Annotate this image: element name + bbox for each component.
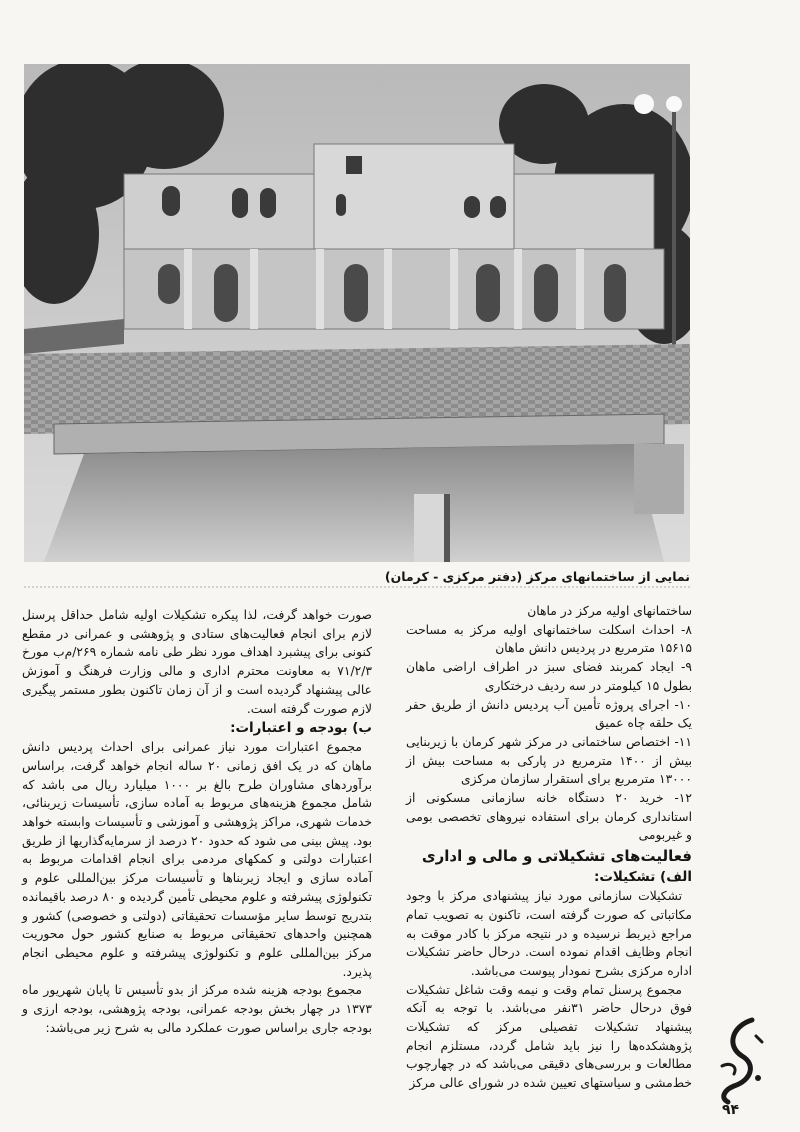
section-heading: فعالیت‌های تشکیلاتی و مالی و اداری [421, 847, 692, 866]
left-column [22, 606, 372, 1037]
building-photo [24, 64, 690, 562]
bleed-through-decoration [24, 586, 690, 598]
kerman-logo-icon [712, 1016, 768, 1106]
paragraph: مجموع اعتبارات مورد نیاز عمرانی برای احداث پردیس دانش ماهان که در یک افق زمانی ۲۰ ساله انجام خواهد گرفت، براساس برآوردهای مشاوران طرح بالغ بر ۱۰۰۰ میلیارد ریال می باشد که شامل مجموع هزینه‌های مربوط به آماده سازی، تأسیسات زیربنائی، خدمات شهری، مراکز پژوهشی و آموزشی و تأسیسات وابسته خواهد بود. پیش بینی می شود که حدود ۲۰ درصد از سرمایه‌گذاریها از طریق اعتبارات دولتی و کمکهای مردمی برای انجام اقدامات مربوط به آماده سازی و ایجاد زیربناها و تأسیسات مرکز بین‌المللی علوم و تکنولوژی پیشرفته و علوم محیطی تأمین گردیده و ۸۰ درصد باقیمانده بتدریج توسط سایر مؤسسات تحقیقاتی (دولتی و خصوصی) کشور و همچنین واحدهای تحقیقاتی مربوط به صنایع کشور حول محوریت مرکز بین‌المللی علوم و تکنولوژی پیشرفته و علوم محیطی انجام پذیرد. [22, 740, 373, 979]
paragraph: مجموع بودجه هزینه شده مرکز از بدو تأسیس تا پایان شهریور ماه ۱۳۷۳ در چهار بخش بودجه عمرانی، بودجه پژوهشی، بودجه ارزی و بودجه جاری براساس صورت عملکرد مالی به شرح زیر می‌باشد: [22, 983, 372, 1035]
photo-caption: نمایی از ساختمانهای مرکز (دفتر مرکزی - کرمان) [384, 569, 690, 584]
list-item: ۸- احداث اسکلت ساختمانهای اولیه مرکز به مساحت ۱۵۶۱۵ مترمربع در پردیس دانش ماهان [406, 622, 692, 656]
kerman-logo [712, 1016, 768, 1106]
subsection-heading-budget: ب) بودجه و اعتبارات: [230, 720, 372, 737]
right-column [406, 602, 692, 1093]
page-number: ۹۴ [722, 1102, 740, 1118]
list-item: ۱۱- اختصاص ساختمانی در مرکز شهر کرمان با زیربنایی بیش از ۱۴۰۰ مترمربع در پارکی به مساحت بیش از ۱۳۰۰۰ مترمربع برای استقرار سازمان مرکزی [406, 734, 692, 787]
list-item: ساختمانهای اولیه مرکز در ماهان [527, 604, 692, 618]
paragraph: مجموع پرسنل تمام وقت و نیمه وقت شاغل تشکیلات فوق درحال حاضر ۳۱نفر می‌باشد. با توجه به آنکه پیشنهاد تشکیلات تفصیلی مرکز که تشکیلات پژوهشکده‌ها را نیز باید شامل گردد، مستلزم انجام مطالعات و بررسی‌های دقیقی می‌باشد که در چهارچوب خط‌مشی و سیاستهای تعیین شده در شورای عالی مرکز [406, 982, 692, 1091]
subsection-heading-organization: الف) تشکیلات: [593, 869, 692, 886]
list-item: ۹- ایجاد کمربند فضای سبز در اطراف اراضی ماهان بطول ۱۵ کیلومتر در سه ردیف درختکاری [406, 660, 692, 693]
paragraph: تشکیلات سازمانی مورد نیاز پیشنهادی مرکز با وجود مکاتباتی که صورت گرفته است، تاکنون به تصویب تمام مراجع ذیربط نرسیده و در نتیجه مرکز با کادر موقت به انجام وظایف اقدام نموده است. درحال حاضر تشکیلات اداره مرکزی بشرح نمودار پیوست می‌باشد. [406, 889, 692, 978]
list-item: ۱۲- خرید ۲۰ دستگاه خانه سازمانی مسکونی از استانداری کرمان برای استفاده نیروهای تخصصی بومی و غیربومی [406, 791, 692, 843]
paragraph: صورت خواهد گرفت، لذا پیکره تشکیلات اولیه شامل حداقل پرسنل لازم برای انجام فعالیت‌های ستادی و پژوهشی و عمرانی در مقطع کنونی برای پیشبرد اهداف مورد نظر طی نامه شماره ۲۶۹/م‌ب مورخ ۷۱/۲/۳ به معاونت محترم اداری و مالی وزارت فرهنگ و آموزش عالی پیشنهاد گردیده است و از آن زمان تاکنون بطور مستمر پیگیری لازم صورت گرفته است. [22, 608, 373, 716]
list-item: ۱۰- اجرای پروژه تأمین آب پردیس دانش از طریق حفر یک حلقه چاه عمیق [406, 697, 692, 731]
building-photo-illustration [24, 64, 690, 562]
